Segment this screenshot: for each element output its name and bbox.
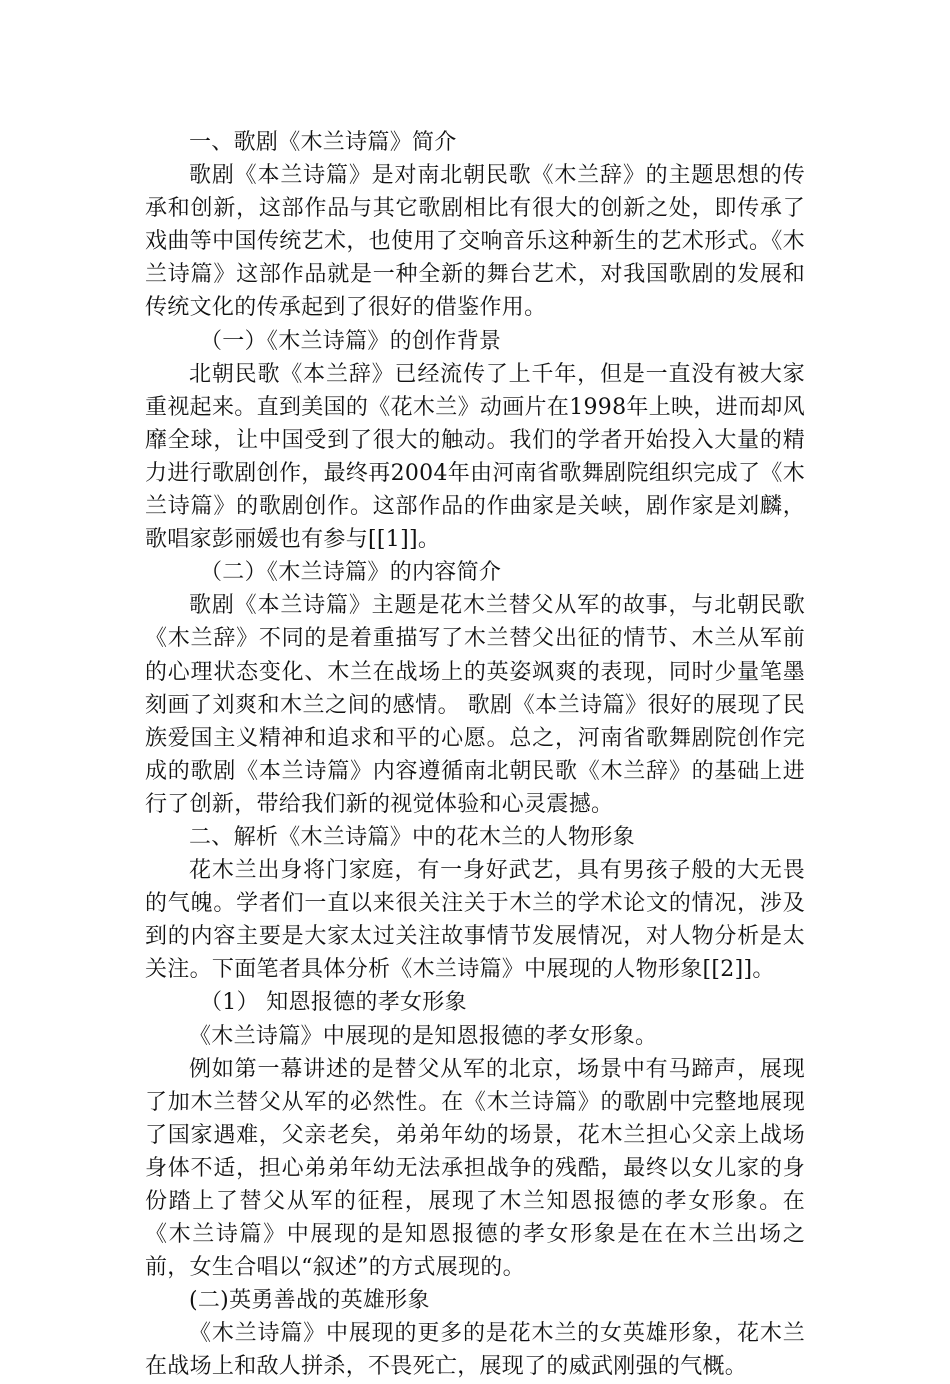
body-paragraph: 例如第一幕讲述的是替父从军的北京，场景中有马蹄声，展现了加木兰替父从军的必然性。在《木兰诗篇》的歌剧中完整地展现了国家遇难，父亲老矣，弟弟年幼的场景，花木兰担心父亲上战场身体不适，担心弟弟年幼无法承担战争的残酷，最终以女儿家的身份踏上了替父从军的征程，展现了木兰知恩报德的孝女形象。在《木兰诗篇》中展现的是知恩报德的孝女形象是在在木兰出场之前，女生合唱以“叙述”的方式展现的。 — [145, 1056, 805, 1281]
body-paragraph: 歌剧《本兰诗篇》主题是花木兰替父从军的故事，与北朝民歌《木兰辞》不同的是着重描写了木兰替父出征的情节、木兰从军前的心理状态变化、木兰在战场上的英姿飒爽的表现，同时少量笔墨刻画了刘爽和木兰之间的感情。 歌剧《本兰诗篇》很好的展现了民族爱国主义精神和追求和平的心愿。总之，河南省歌舞剧院创作完成的歌剧《本兰诗篇》内容遵循南北朝民歌《木兰辞》的基础上进行了创新，带给我们新的视觉体验和心灵震撼。 — [145, 593, 805, 817]
body-paragraph: 《木兰诗篇》中展现的更多的是花木兰的女英雄形象，花木兰在战场上和敌人拼杀，不畏死亡，展现了的威武刚强的气概。 — [145, 1321, 805, 1380]
body-paragraph: 北朝民歌《本兰辞》已经流传了上千年，但是一直没有被大家重视起来。直到美国的《花木兰》动画片在1998年上映，进而却风靡全球，让中国受到了很大的触动。我们的学者开始投入大量的精力进行歌剧创作，最终再2004年由河南省歌舞剧院组织完成了《木兰诗篇》的歌剧创作。这部作品的作曲家是关峡，剧作家是刘麟，歌唱家彭丽媛也有参与[[1]]。 — [145, 361, 805, 553]
subsection-heading: （二）《木兰诗篇》的内容简介 — [200, 560, 502, 586]
section-heading-2: 二、解析《木兰诗篇》中的花木兰的人物形象 — [189, 824, 636, 850]
body-paragraph: 歌剧《本兰诗篇》是对南北朝民歌《木兰辞》的主题思想的传承和创新，这部作品与其它歌剧相比有很大的创新之处，即传承了戏曲等中国传统艺术，也使用了交响音乐这种新生的艺术形式。《木兰诗篇》这部作品就是一种全新的舞台艺术，对我国歌剧的发展和传统文化的传承起到了很好的借鉴作用。 — [145, 163, 805, 321]
subsection-heading: （一）《木兰诗篇》的创作背景 — [200, 328, 502, 354]
document-body — [145, 126, 805, 1384]
subsection-heading: （1） 知恩报德的孝女形象 — [200, 990, 467, 1016]
body-paragraph: 花木兰出身将门家庭，有一身好武艺，具有男孩子般的大无畏的气魄。学者们一直以来很关注关于木兰的学术论文的情况，涉及到的内容主要是大家太过关注故事情节发展情况，对人物分析是太关注。下面笔者具体分析《木兰诗篇》中展现的人物形象[[2]]。 — [145, 858, 805, 983]
body-paragraph: 《木兰诗篇》中展现的是知恩报德的孝女形象。 — [189, 1023, 658, 1049]
section-heading-1: 一、歌剧《木兰诗篇》简介 — [189, 130, 457, 155]
subsection-heading: (二)英勇善战的英雄形象 — [189, 1288, 430, 1314]
